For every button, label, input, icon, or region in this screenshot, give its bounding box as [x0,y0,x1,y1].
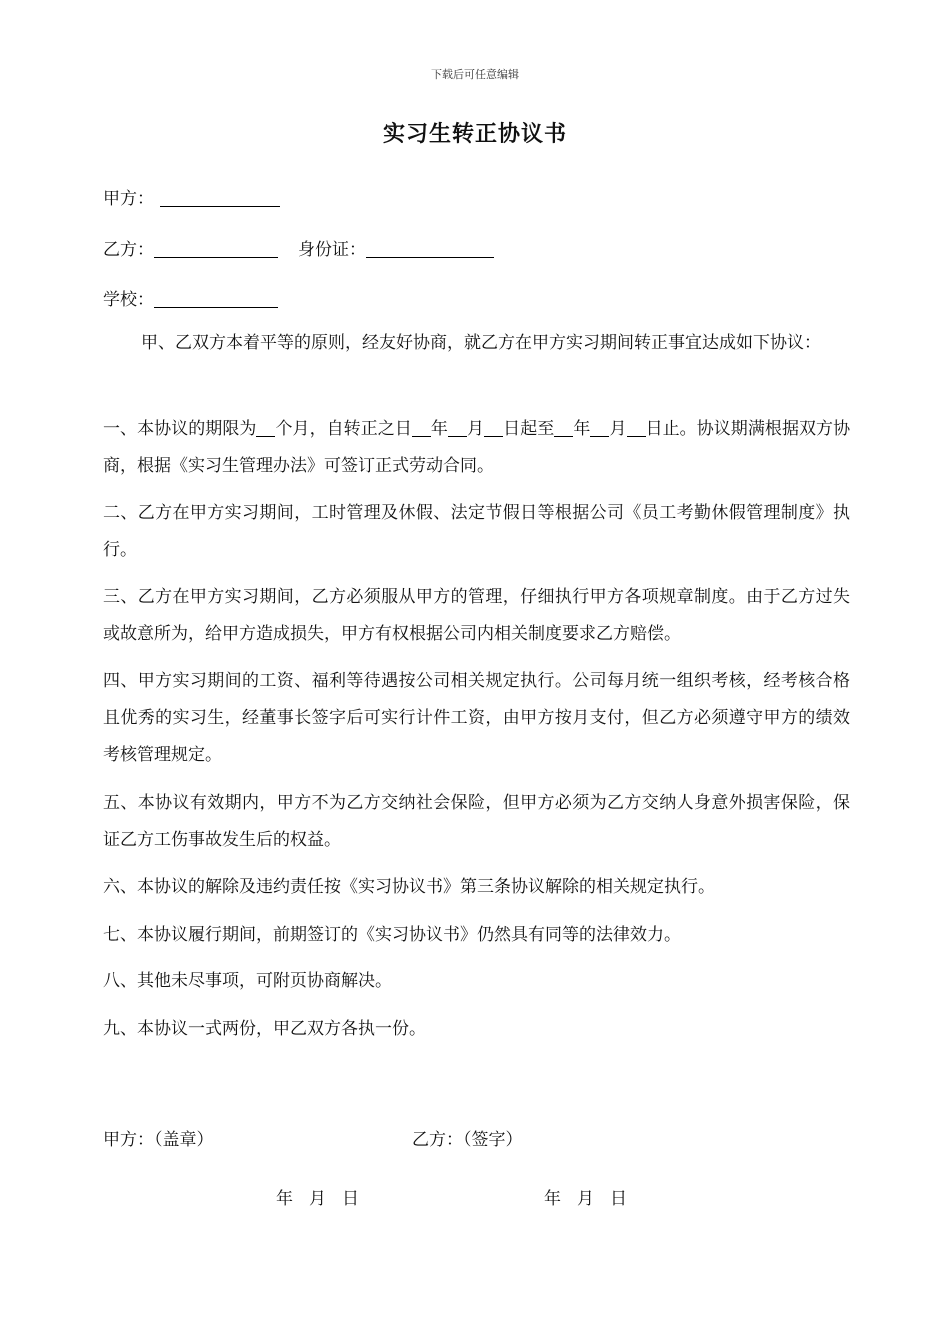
party-b-label: 乙方： [103,240,154,260]
party-a-line [103,184,280,209]
id-blank [366,240,494,258]
page-header: 下载后可任意编辑 [431,68,519,81]
party-a-signature: 甲方：（盖章） [103,1130,214,1150]
clause-1-text: 月 [466,419,485,439]
school-label: 学校： [103,290,154,310]
month-blank [448,419,467,437]
party-a-label: 甲方： [103,189,154,209]
date-year: 年 [544,1189,561,1209]
clause-8: 八、其他未尽事项，可附页协商解决。 [103,971,392,991]
date-month: 月 [309,1189,326,1209]
date-month: 月 [577,1189,594,1209]
year-blank [554,419,573,437]
id-label: 身份证： [298,240,366,260]
clause-5: 五、本协议有效期内，甲方不为乙方交纳社会保险，但甲方必须为乙方交纳人身意外损害保险，保证乙方工伤事故发生后的权益。 [103,793,850,850]
clause-7: 七、本协议履行期间，前期签订的《实习协议书》仍然具有同等的法律效力。 [103,925,681,945]
party-b-line [103,235,494,260]
clause-1 [103,411,850,485]
document-title: 实习生转正协议书 [382,121,567,147]
intro-paragraph: 甲、乙双方本着平等的原则，经友好协商，就乙方在甲方实习期间转正事宜达成如下协议： [141,333,821,353]
month-blank [590,419,609,437]
party-b-signature: 乙方：（签字） [412,1130,523,1150]
clause-1-text: 月 [609,419,627,439]
clause-1-text: 个月，自转正之日 [275,419,412,439]
clause-1-text: 日止。协议期满根据双方协商，根据《实习生管理办法》可签订正式劳动合同。 [103,419,851,476]
party-a-blank [160,189,280,207]
day-blank [627,419,646,437]
date-day: 日 [610,1189,627,1209]
party-b-blank [154,240,278,258]
day-blank [484,419,503,437]
clause-9: 九、本协议一式两份，甲乙双方各执一份。 [103,1019,426,1039]
school-blank [154,290,278,308]
clause-1-text: 年 [430,419,448,439]
clause-1-text: 一、本协议的期限为 [103,419,257,439]
clause-1-text: 年 [573,419,591,439]
date-day: 日 [342,1189,359,1209]
date-year: 年 [276,1189,293,1209]
clause-2: 二、乙方在甲方实习期间，工时管理及休假、法定节假日等根据公司《员工考勤休假管理制度》执行。 [103,503,850,560]
year-blank [412,419,431,437]
clause-1-text: 日起至 [503,419,555,439]
party-b-date [544,1184,643,1209]
party-a-date [276,1184,375,1209]
school-line [103,285,278,310]
clause-6: 六、本协议的解除及违约责任按《实习协议书》第三条协议解除的相关规定执行。 [103,877,715,897]
clause-4: 四、甲方实习期间的工资、福利等待遇按公司相关规定执行。公司每月统一组织考核，经考核合格且优秀的实习生，经董事长签字后可实行计件工资，由甲方按月支付，但乙方必须遵守甲方的绩效考核管理规定。 [103,671,850,765]
months-blank [256,419,275,437]
clause-3: 三、乙方在甲方实习期间，乙方必须服从甲方的管理，仔细执行甲方各项规章制度。由于乙方过失或故意所为，给甲方造成损失，甲方有权根据公司内相关制度要求乙方赔偿。 [103,587,850,644]
